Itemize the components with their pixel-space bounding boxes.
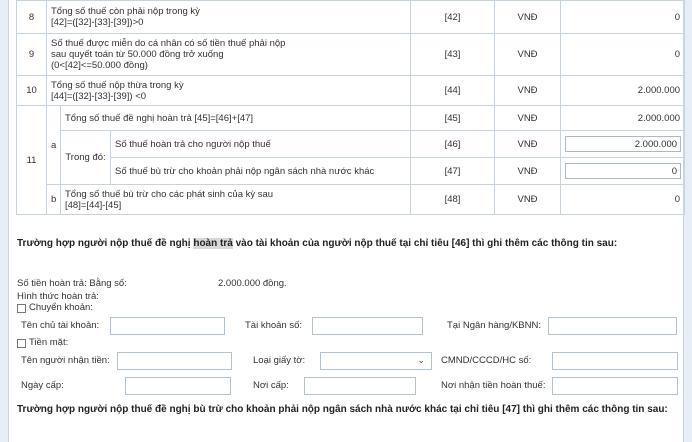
row-unit: VNĐ [495, 185, 561, 215]
row-stt: 9 [17, 34, 47, 76]
receiver-name-label: Tên người nhận tiền: [21, 355, 110, 366]
table-row [17, 34, 685, 76]
title-text: vào tài khoản của người nộp thuế tại chỉ tiêu [46] thì ghi thêm các thông tin sau: [232, 238, 618, 249]
table-row [17, 106, 685, 131]
account-number-input[interactable] [312, 317, 423, 335]
row-code: [46] [411, 131, 495, 158]
receiver-name-input[interactable] [117, 352, 232, 370]
table-row [17, 1, 685, 34]
title-highlight: hoàn trả [193, 238, 233, 249]
transfer-checkbox[interactable] [17, 304, 26, 313]
account-number-label: Tài khoản số: [245, 320, 303, 331]
receive-place-input[interactable] [552, 377, 678, 395]
row-unit: VNĐ [495, 158, 561, 185]
row-description: Tổng số thuế nộp thừa trong kỳ [44]=([32]-[33]-[39]) <0 [47, 76, 411, 106]
issue-place-input[interactable] [304, 377, 416, 395]
row-value: 0 [561, 34, 685, 76]
row-unit: VNĐ [495, 106, 561, 131]
row-stt: 8 [17, 1, 47, 34]
refund-amount-cell [561, 131, 685, 158]
row-code: [45] [411, 106, 495, 131]
account-name-label: Tên chủ tài khoản: [21, 320, 100, 331]
offset-amount-input[interactable] [565, 163, 681, 179]
tax-table [16, 0, 685, 215]
transfer-label: Chuyển khoản: [29, 302, 93, 313]
row-value: 0 [561, 185, 685, 215]
receive-place-label: Nơi nhận tiền hoàn thuế: [441, 380, 546, 391]
row-stt: 10 [17, 76, 47, 106]
refund-amount-input[interactable] [565, 136, 681, 152]
row-code: [47] [411, 158, 495, 185]
table-row [17, 158, 685, 185]
table-row [17, 76, 685, 106]
id-number-label: CMND/CCCD/HC số: [441, 355, 532, 366]
title-text: Trường hợp người nộp thuế đề nghị [17, 238, 194, 249]
issue-date-label: Ngày cấp: [21, 380, 64, 391]
refund-section-title [17, 238, 677, 250]
row-unit: VNĐ [495, 34, 561, 76]
refund-amount-value: 2.000.000 đồng. [218, 278, 287, 289]
bank-input[interactable] [548, 317, 677, 335]
row-sub-label: b [47, 185, 61, 215]
row-description: Số thuế hoàn trả cho người nộp thuế [111, 131, 411, 158]
row-code: [43] [411, 34, 495, 76]
trong-do-label: Trong đó: [61, 131, 111, 185]
offset-amount-cell [561, 158, 685, 185]
row-unit: VNĐ [495, 76, 561, 106]
row-description: Số thuế bù trừ cho khoản phải nộp ngân sách nhà nước khác [111, 158, 411, 185]
refund-method-label: Hình thức hoàn trả: [17, 291, 99, 302]
row-description: Tổng số thuế bù trừ cho các phát sinh của kỳ sau [48]=[44]-[45] [61, 185, 411, 215]
left-border [0, 0, 9, 442]
row-value: 2.000.000 [561, 106, 685, 131]
account-name-input[interactable] [110, 317, 225, 335]
table-row [17, 131, 685, 158]
row-description: Tổng số thuế đề nghị hoàn trả [45]=[46]+[47] [61, 106, 411, 131]
row-description: Tổng số thuế còn phải nộp trong kỳ [42]=([32]-[33]-[39])>0 [47, 1, 411, 34]
row-stt: 11 [17, 106, 47, 215]
offset-section-title: Trường hợp người nộp thuế đề nghị bù trừ cho khoản phải nộp ngân sách nhà nước khác tại chỉ tiêu [47] thì ghi thêm các thông tin sau: [17, 404, 668, 415]
id-type-label: Loại giấy tờ: [253, 355, 306, 366]
cash-label: Tiền mặt: [29, 337, 69, 348]
row-unit: VNĐ [495, 1, 561, 34]
row-code: [42] [411, 1, 495, 34]
row-description: Số thuế được miễn do cá nhân có số tiền thuế phải nộp sau quyết toán từ 50.000 đồng trở xuống (0<[42]<=50.000 đồng) [47, 34, 411, 76]
issue-place-label: Nơi cấp: [253, 380, 289, 391]
chevron-down-icon: ⌄ [417, 355, 425, 365]
cash-checkbox[interactable] [17, 339, 26, 348]
row-unit: VNĐ [495, 131, 561, 158]
row-sub-label: a [47, 106, 61, 185]
row-value: 0 [561, 1, 685, 34]
row-value: 2.000.000 [561, 76, 685, 106]
table-row [17, 185, 685, 215]
id-number-input[interactable] [552, 352, 678, 370]
bank-label: Tại Ngân hàng/KBNN: [447, 320, 541, 331]
issue-date-input[interactable] [125, 377, 231, 395]
row-code: [48] [411, 185, 495, 215]
row-code: [44] [411, 76, 495, 106]
refund-amount-label: Số tiền hoàn trả: Bằng số: [17, 278, 127, 289]
id-type-select[interactable] [320, 352, 432, 370]
